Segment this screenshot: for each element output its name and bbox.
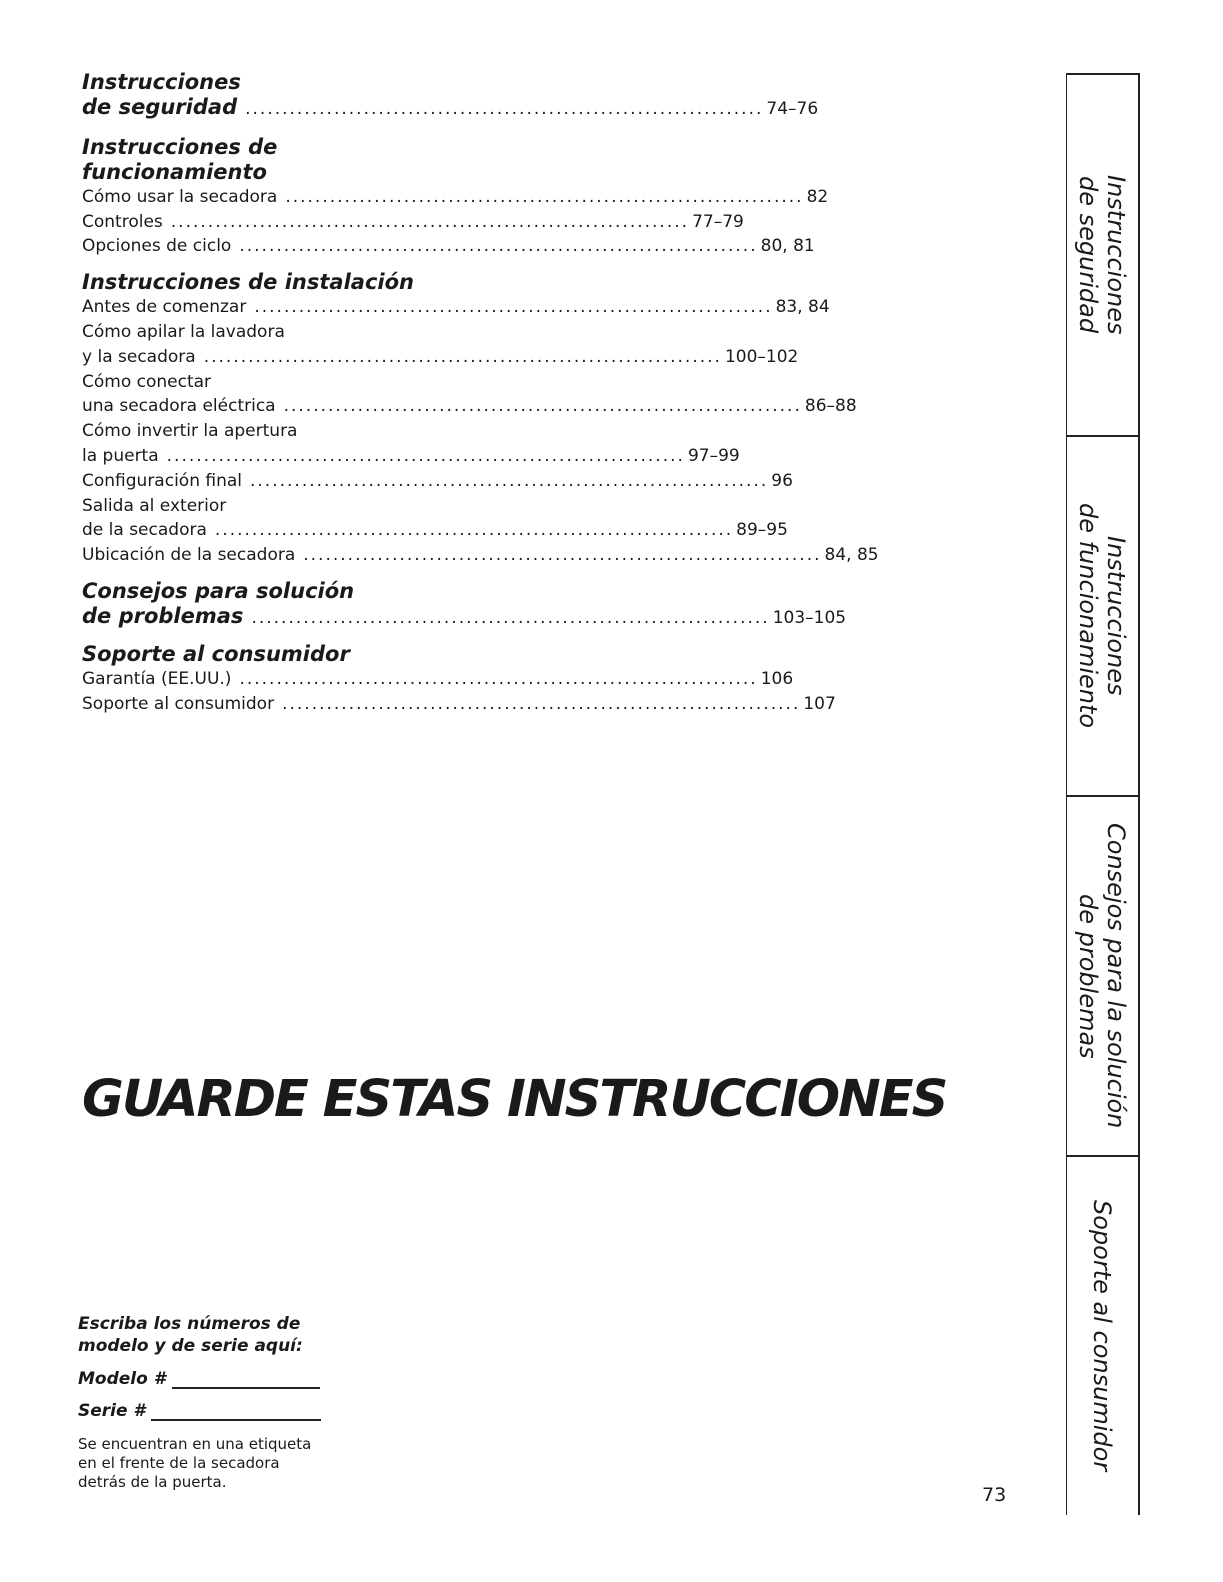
- toc-entry-label: Cómo usar la secadora: [82, 186, 278, 207]
- model-prompt-line2: modelo y de serie aquí:: [78, 1336, 303, 1356]
- toc-entry-label: Antes de comenzar: [82, 297, 247, 318]
- toc-page-ref: 106: [760, 668, 794, 689]
- toc-entry-label: Configuración final: [82, 470, 242, 491]
- tab-label-line1: Instrucciones: [1102, 175, 1130, 335]
- model-blank-line[interactable]: [172, 1369, 320, 1389]
- toc-page-ref: 84, 85: [824, 545, 879, 566]
- toc-entry-label: Opciones de ciclo: [82, 236, 232, 257]
- toc-page-ref: 103–105: [772, 607, 847, 628]
- tab-label-line1: Soporte al consumidor: [1088, 1200, 1116, 1472]
- toc-entry-configuracion[interactable]: [82, 469, 793, 494]
- toc-entry-conectar[interactable]: [82, 394, 857, 419]
- toc-page-ref: 107: [803, 693, 836, 714]
- toc-page-ref: 100–102: [724, 346, 799, 367]
- dot-leader: ......................................................................: [245, 99, 764, 119]
- model-field: [78, 1369, 358, 1389]
- toc-page-ref: 80, 81: [760, 236, 815, 257]
- toc-entry-como-usar[interactable]: [82, 185, 829, 210]
- tab-label-line1: Instrucciones: [1102, 536, 1130, 696]
- tab-label-line2: de seguridad: [1074, 176, 1102, 334]
- toc-page-ref: 89–95: [736, 520, 788, 541]
- toc-page-ref: 83, 84: [775, 297, 830, 318]
- toc-entry-label: Soporte al consumidor: [82, 693, 275, 714]
- dot-leader: ......................................................................: [203, 346, 722, 367]
- toc-entry-controles[interactable]: [82, 210, 744, 235]
- tab-seguridad[interactable]: [1066, 75, 1138, 437]
- toc-entry-label: la puerta: [82, 445, 159, 466]
- toc-entry-seguridad[interactable]: [82, 95, 819, 122]
- section-tabs: [1066, 73, 1140, 1515]
- note-line2: en el frente de la secadora: [78, 1454, 280, 1472]
- toc-entry-antes[interactable]: [82, 295, 830, 320]
- toc-page-ref: 74–76: [766, 99, 819, 119]
- toc-section-title-instalacion: Instrucciones de instalación: [82, 270, 414, 295]
- toc-entry-label: Controles: [82, 211, 163, 232]
- toc-page-ref: 86–88: [804, 396, 857, 417]
- toc-entry-label: de problemas: [82, 603, 244, 628]
- toc-entry-invertir[interactable]: [82, 444, 740, 469]
- toc-entry-opciones[interactable]: [82, 234, 815, 259]
- toc-entry-label: una secadora eléctrica: [82, 396, 276, 417]
- tab-funcionamiento[interactable]: [1066, 437, 1138, 797]
- dot-leader: ......................................................................: [285, 186, 804, 207]
- toc-entry-consejos[interactable]: [82, 603, 847, 631]
- serial-label: Serie #: [78, 1401, 146, 1421]
- toc-entry-label: Ubicación de la secadora: [82, 545, 296, 566]
- toc-page-ref: 97–99: [687, 445, 740, 466]
- toc-entry-label: y la secadora: [82, 346, 196, 367]
- dot-leader: ......................................................................: [251, 607, 770, 628]
- dot-leader: ......................................................................: [282, 693, 801, 714]
- note-line1: Se encuentran en una etiqueta: [78, 1435, 312, 1453]
- toc-entry-garantia[interactable]: [82, 667, 794, 692]
- dot-leader: ......................................................................: [214, 520, 734, 541]
- toc-entry-label-line1: Salida al exterior: [82, 495, 227, 516]
- toc-page-ref: 82: [806, 186, 829, 207]
- dot-leader: ......................................................................: [239, 668, 758, 689]
- page-number: 73: [982, 1484, 1007, 1506]
- note-line3: detrás de la puerta.: [78, 1473, 227, 1491]
- toc-entry-ubicacion[interactable]: [82, 543, 879, 568]
- toc-section-title-funcionamiento: Instrucciones de funcionamiento: [82, 134, 278, 184]
- toc-entry-label: de seguridad: [82, 95, 238, 119]
- dot-leader: ......................................................................: [239, 236, 758, 257]
- save-instructions-heading: GUARDE ESTAS INSTRUCCIONES: [82, 1070, 947, 1129]
- serial-field: [78, 1401, 358, 1421]
- model-prompt-line1: Escriba los números de: [78, 1314, 301, 1334]
- tab-consejos[interactable]: [1066, 797, 1138, 1157]
- model-label: Modelo #: [78, 1369, 166, 1389]
- dot-leader: ......................................................................: [283, 396, 802, 417]
- dot-leader: ......................................................................: [254, 297, 773, 318]
- toc-entry-label: Garantía (EE.UU.): [82, 668, 232, 689]
- table-of-contents: [82, 70, 879, 716]
- toc-entry-label-line1: Cómo invertir la apertura: [82, 421, 298, 442]
- serial-blank-line[interactable]: [151, 1401, 321, 1421]
- label-location-note: [78, 1435, 358, 1492]
- toc-entry-label-line1: Cómo conectar: [82, 371, 212, 392]
- toc-entry-salida[interactable]: [82, 518, 788, 543]
- toc-entry-label: de la secadora: [82, 520, 207, 541]
- dot-leader: ......................................................................: [303, 545, 822, 566]
- tab-label-line2: de funcionamiento: [1074, 503, 1102, 729]
- toc-section-title-seguridad: Instrucciones: [82, 70, 241, 94]
- toc-page-ref: 96: [771, 470, 793, 491]
- dot-leader: ......................................................................: [170, 211, 690, 232]
- toc-entry-apilar[interactable]: [82, 345, 799, 370]
- toc-entry-soporte[interactable]: [82, 692, 836, 717]
- toc-section-title-consejos: Consejos para solución: [82, 578, 355, 603]
- tab-soporte[interactable]: [1066, 1157, 1138, 1515]
- tab-label-line1: Consejos para la solución: [1102, 823, 1130, 1129]
- dot-leader: ......................................................................: [250, 470, 769, 491]
- toc-entry-label-line1: Cómo apilar la lavadora: [82, 321, 285, 342]
- model-serial-block: [78, 1313, 358, 1492]
- dot-leader: ......................................................................: [166, 445, 685, 466]
- toc-section-title-soporte: Soporte al consumidor: [82, 641, 350, 666]
- toc-page-ref: 77–79: [692, 211, 744, 232]
- tab-label-line2: de problemas: [1074, 893, 1102, 1059]
